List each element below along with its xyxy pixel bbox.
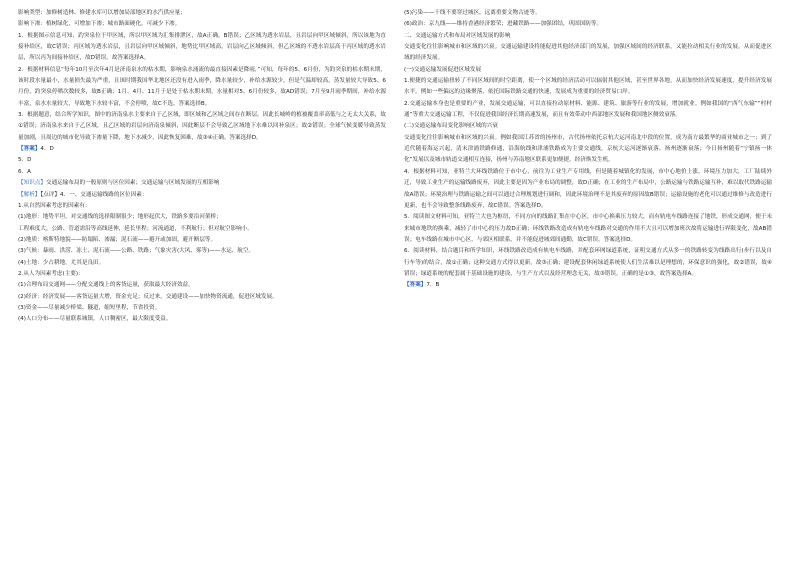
paragraph-text: 2．根据材料信息“每年10月至次年4月是济南泉水的枯水期，影响泉水涌流的最直接因素是降雨，”可知，每年的5、6月份，为趵突泉的枯水期末期，该时段水量最小，水量损失最为严重，且该时期我国华北地区还没有进入雨季，降水量较少，补给水源较少，但是气温却较高，蒸发量较大导致5、6月份，趵突泉停喷次数较多，故B正确；1月、4月、11月于是处于枯水期末期，水量相对5、6月份较多，故AD错误；7月至9月雨季期间，补给水源丰富，泉水水量较大，导致地下水较丰富，不会停喷，故C不选。答案选择B。 — [18, 66, 386, 107]
paragraph-text: (1)地形：地势平坦，对交通线的选择限制很少；地形起伏大，铁路多要沿河架桥； — [18, 214, 222, 221]
paragraph-text: (一)交通运输发展促进区域发展 — [404, 66, 482, 73]
paragraph — [18, 110, 386, 144]
paragraph-text: (3)气候：暴雨、洪涝、冻土、泥石流——公路、铁路；气象灾害(大风、雾等)——水运、航空。 — [18, 248, 255, 255]
paragraph-text: (1)合理布局交通网——分配交通线上的客货运量，获取最大经济效益。 — [18, 282, 194, 289]
paragraph-text: 3．根据题意，结合所学知识，图中的济南泉水主要来自于乙区域，即区域和乙区域之间存在断层，因此长城岭的植被覆盖率高低与之无太大关系，故①错误；济南泉水来自于乙区域，且乙区域的岩层向济南泉倾斜，因此断层不会导致乙区域地下水难以回补泉区；故②错误；全球气候变暖导致蒸发量加剧，且周边的城市化导致下渗量下降，地下水减少，因此恢复困难，故③④正确。答案选择D。 — [18, 112, 386, 141]
paragraph-text: 交通变化往往影响城市和区域的兴衰。例如我国江苏省的扬州市，古代扬州依托京杭大运河南北中段的位置，成为南方最繁华的商业城市之一；到了近代随着海运兴起，清末津浦铁路修通，沿海航线和津浦铁路成为主要交通线，京杭大运河逐渐衰落，扬州逐渐衰落；今日扬州随着“宁镇扬一体化”发展以及城市轨道交通相互连接，扬州与苏南地区联系更加便捷，经济焕发生机。 — [404, 134, 772, 164]
paragraph-text: 6．A — [18, 168, 31, 175]
paragraph-text: 1.便捷的交通运输扭转了不同区域间的时空距离，使一个区域的经济活动可以辐射其他区域，甚至世界各地，从而加快经济发展速度，提升经济发展水平。例如一些偏远的边缘聚落，依托国际铁路交通的快速，发展成为重要的经济贸易口岸。 — [404, 78, 772, 96]
paragraph — [18, 65, 386, 110]
paragraph-text: 4．根据材料可知，亚特兰大环线铁路位于市中心，前往为工业生产专用线，但是随着城镇化的发展，市中心地价上涨，环境压力加大，工厂陆续外迁，导致工业生产的运输线路废弃，因此主要是因为产业布局的调整，故D正确；在工业的生产布局中，公路运输与铁路运输互补，难以取代铁路运输故A错误；环境治理与铁路运输之间可以通过合理规划进行调和，因此环境治理不是其废弃的原因故B错误；运输设施的老化可以通过维修与改造进行更新，也不会导致整条线路废弃，故C错误。答案选择D。 — [404, 168, 772, 209]
paragraph-text: 6．阅读材料，结合题目和所学知识，环线铁路改造成有轨电车线路，并配套环网绿道系统，证明交通方式从多一的铁路转变为线路出行(步行以及自行车等)的结合，故①正确；这种交通方式得以更新，故③正确；建设配套休闲绿道系统使人们生活难以是理想的，环保意识的强化，故②错误，故④错误；绿道系统的配套属于基础设施的建设，与生产方式以及经营理念无关，故③错误。正确的是①③，故答案选择A。 — [404, 248, 772, 277]
knowledge-label: 【知识点】 — [18, 180, 46, 187]
right-column — [404, 8, 772, 292]
paragraph — [404, 133, 772, 167]
paragraph — [404, 8, 772, 19]
paragraph-text: (3)资金——尽量减少桥梁、隧道，缩短里程，节省投资。 — [18, 304, 161, 311]
paragraph — [404, 31, 772, 42]
paragraph-text: (二)交通运输布局变化影响区域的兴衰 — [404, 123, 498, 130]
paragraph — [18, 155, 386, 166]
paragraph-text: 交通变化往往影响城市和区域的兴衰。交通运输建设将能促进其他经济部门的发展，加强区域间的经济联系，又能拉动相关行业的发展，从而促进区域的经济发展。 — [404, 44, 772, 62]
paragraph — [404, 167, 772, 212]
paragraph-text: 影响下渗：植树绿化，可增加下渗；城市路面硬化，可减少下渗。 — [18, 21, 181, 28]
paragraph-text: (5)污染——干线不要穿过城区，远离重要文物古迹等。 — [404, 10, 541, 16]
paragraph — [18, 201, 386, 212]
paragraph-text: (4)土地：少占耕地，尤其是良田。 — [18, 259, 105, 266]
paragraph — [18, 212, 386, 223]
paragraph — [18, 280, 386, 291]
paragraph — [18, 269, 386, 280]
paragraph-text: 7．B — [426, 282, 440, 289]
paragraph-text: 二、交通运输方式和布局对区域发展的影响 — [404, 32, 511, 39]
paragraph — [404, 246, 772, 280]
paragraph-text: (4)人口分布——尽量联系城镇，人口稠密区，最大限度受益。 — [18, 316, 172, 323]
paragraph — [404, 121, 772, 132]
paragraph — [404, 42, 772, 65]
paragraph-text: (2)经济：经济发展——客货运量大增，资金充足；反过来，交通建设——加快物资流通，促进区域发展。 — [18, 293, 278, 300]
answer-line — [18, 144, 386, 155]
paragraph — [404, 212, 772, 246]
paragraph-text: 1．根据图示信息可知，趵突泉位于甲区域，所以甲区域为汇集排泄区，故A正确，B错误；乙区域为透水岩层，且岩层向甲区域倾斜，所以该地为直接补给区，故C错误；丙区域为透水岩层，且岩层向甲区域倾斜，地势比甲区域高，岩层向乙区域倾斜，但乙区域的不透水岩层高于丙区域的透水岩层，所以丙为间接补给区，故D错误。故答案选择A。 — [18, 32, 386, 62]
paragraph-text: 5．D — [18, 157, 32, 164]
answer-label: 【答案】 — [18, 146, 41, 153]
analysis-label: 【解析】 — [18, 191, 41, 198]
paragraph-text: 2.从人为因素考虑(主要)： — [18, 270, 84, 277]
paragraph-text: 【点评】4．一、交通运输线路的区位因素： — [40, 191, 148, 198]
paragraph — [404, 76, 772, 99]
paragraph — [404, 19, 772, 30]
paragraph — [18, 31, 386, 65]
paragraph — [18, 8, 386, 19]
paragraph-text: 影响类型：加修树造林、修建水库可以增加局部地区的水汽供应量； — [18, 10, 186, 16]
paragraph — [18, 224, 386, 235]
paragraph — [18, 303, 386, 314]
paragraph — [404, 99, 772, 122]
paragraph-text: 4．D — [40, 146, 54, 153]
paragraph — [18, 292, 386, 303]
paragraph — [18, 314, 386, 325]
knowledge-point — [18, 178, 386, 189]
paragraph-text: (2)地质：喀斯特地貌——防塌陷、渗漏；泥石流——避开或加固，避开断层等。 — [18, 236, 217, 243]
left-column — [18, 8, 386, 326]
analysis-line — [18, 190, 386, 201]
paragraph — [18, 167, 386, 178]
answer-label: 【答案】 — [404, 282, 427, 289]
paragraph-text: 工程难度大，公路、管道需沿等高线延伸，延长里程；河流通道，不利航行；但对航空影响小。 — [18, 225, 253, 232]
paragraph-text: 1.从自然因素考虑的因素有： — [18, 202, 91, 209]
paragraph-text: 2.交通运输本身也是重要的产业，发展交通运输，可以直接拉动原材料、能源、建筑、旅游等行业的发展，增加就业。例如我国的“西气东输”“村村通”等重大交通运输工程，不仅促进我国经济长期高速发展，而且有效带动中西部地区发展和我国地区侧效衰落。 — [404, 100, 772, 119]
paragraph — [18, 246, 386, 257]
paragraph — [18, 235, 386, 246]
answer-line — [404, 280, 772, 291]
paragraph-text: 5．阅读图文材料可知，亚特兰大也为枢纽，不同方向的线路汇集在中心区，市中心换乘压力较大，而有轨电车线路连接了地铁，形成交通网，便于未来城市地铁的换乘，减轻了市中心的压力故D正确；环线铁路改造成有轨电车线路对交通的作用不大且可以增加班次故将运输进行界限变化，故AB错误；电车线路在城市中心区，与郊区相联系，并不能促进城郊间通勤，故C错误。答案选择D。 — [404, 214, 772, 243]
paragraph — [18, 19, 386, 30]
paragraph — [404, 65, 772, 76]
paragraph-text: (6)政治：京九线——维持香港经济繁荣；进藏铁路——加强团结，巩固国防等。 — [404, 21, 603, 28]
paragraph-text: 交通运输布局的一般原则与区位因素；交通运输与区域发展的互相影响 — [45, 180, 220, 187]
paragraph — [18, 258, 386, 269]
